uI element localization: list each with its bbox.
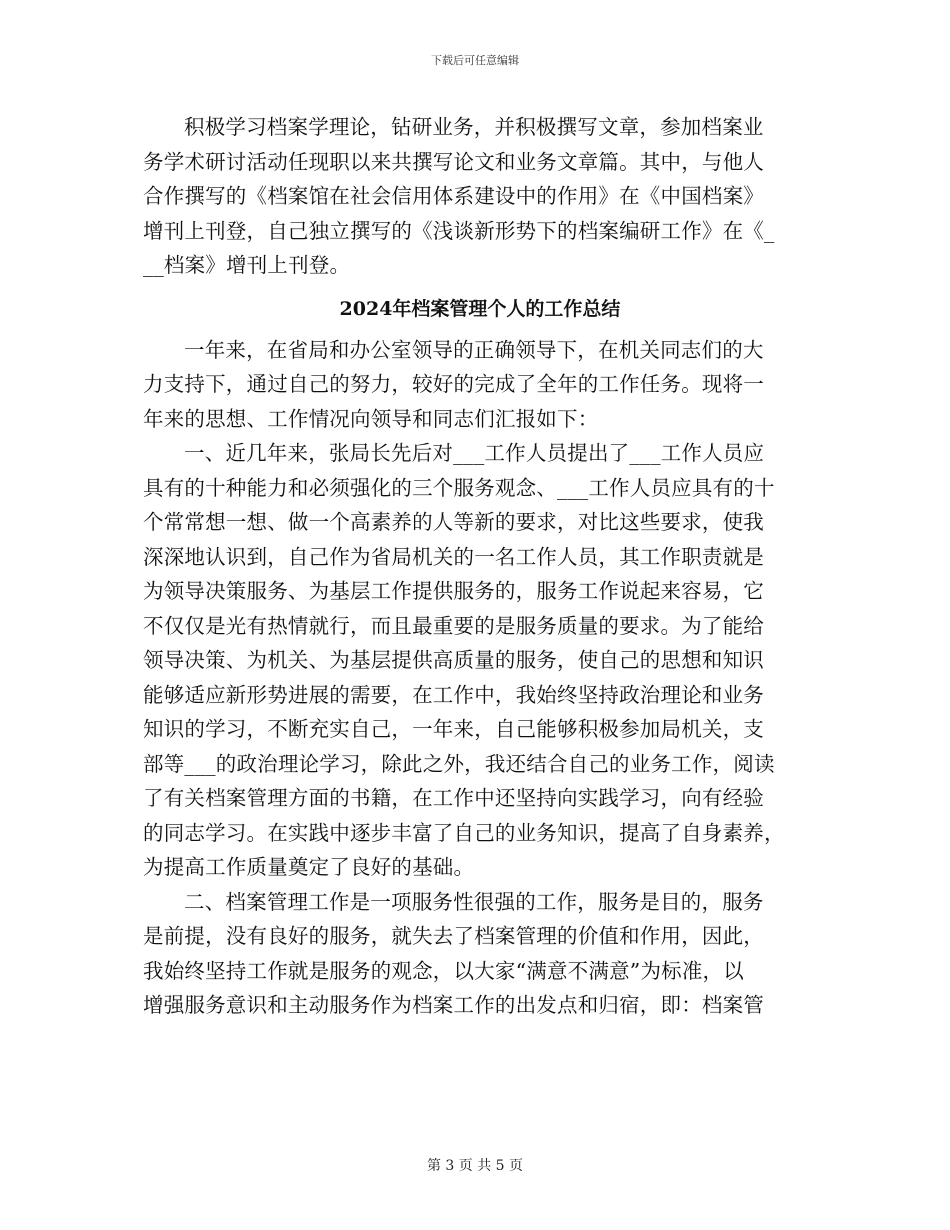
intro-paragraph [143, 110, 817, 283]
text-line: 深深地认识到，自己作为省局机关的一名工作人员，其工作职责就是 [143, 544, 764, 569]
text-line: 具有的十种能力和必须强化的三个服务观念、___工作人员应具有的十 [143, 475, 775, 500]
text-line: 为提高工作质量奠定了良好的基础。 [143, 855, 475, 879]
paragraph-2 [143, 436, 817, 885]
text-line: __档案》增刊上刊登。 [143, 253, 351, 277]
page-header: 下载后可任意编辑 [431, 54, 519, 67]
text-line: 合作撰写的《档案馆在社会信用体系建设中的作用》在《中国档案》 [143, 184, 764, 208]
text-line: 二、档案管理工作是一项服务性很强的工作，服务是目的，服务 [184, 889, 764, 914]
text-line: 力支持下，通过自己的努力，较好的完成了全年的工作任务。现将一 [143, 372, 764, 396]
paragraph-3 [143, 885, 817, 1023]
text-line: 部等___的政治理论学习，除此之外，我还结合自己的业务工作，阅读 [143, 751, 775, 776]
text-line: 务学术研讨活动任现职以来共撰写论文和业务文章篇。其中，与他人 [143, 149, 764, 174]
text-line: 我始终坚持工作就是服务的观念，以大家“满意不满意”为标准，以 [143, 958, 744, 983]
section-title: 2024年档案管理个人的工作总结 [339, 297, 621, 320]
text-line: 的同志学习。在实践中逐步丰富了自己的业务知识，提高了自身素养， [143, 820, 785, 845]
text-line: 不仅仅是光有热情就行，而且最重要的是服务质量的要求。为了能给 [143, 613, 764, 638]
document-body [143, 110, 817, 1023]
text-line: 积极学习档案学理论，钻研业务，并积极撰写文章，参加档案业 [184, 115, 764, 139]
text-line: 了有关档案管理方面的书籍，在工作中还坚持向实践学习，向有经验 [143, 786, 764, 810]
text-line: 知识的学习，不断充实自己，一年来，自己能够积极参加局机关，支 [143, 717, 764, 741]
text-line: 个常常想一想、做一个高素养的人等新的要求，对比这些要求，使我 [143, 510, 764, 534]
text-line: 领导决策、为机关、为基层提供高质量的服务，使自己的思想和知识 [143, 648, 764, 672]
text-line: 为领导决策服务、为基层工作提供服务的，服务工作说起来容易，它 [143, 579, 764, 603]
text-line: 一、近几年来，张局长先后对___工作人员提出了___工作人员应 [184, 441, 765, 465]
text-line: 一年来，在省局和办公室领导的正确领导下，在机关同志们的大 [184, 337, 764, 362]
text-line: 增强服务意识和主动服务作为档案工作的出发点和归宿，即：档案管 [143, 993, 764, 1017]
text-line: 是前提，没有良好的服务，就失去了档案管理的价值和作用，因此， [143, 924, 764, 948]
paragraph-1 [143, 333, 817, 437]
text-line: 能够适应新形势进展的需要，在工作中，我始终坚持政治理论和业务 [143, 682, 764, 707]
text-line: 年来的思想、工作情况向领导和同志们汇报如下： [143, 406, 599, 431]
text-line: 增刊上刊登，自己独立撰写的《浅谈新形势下的档案编研工作》在《_ [143, 218, 775, 243]
page-number: 第 3 页 共 5 页 [426, 1158, 524, 1174]
